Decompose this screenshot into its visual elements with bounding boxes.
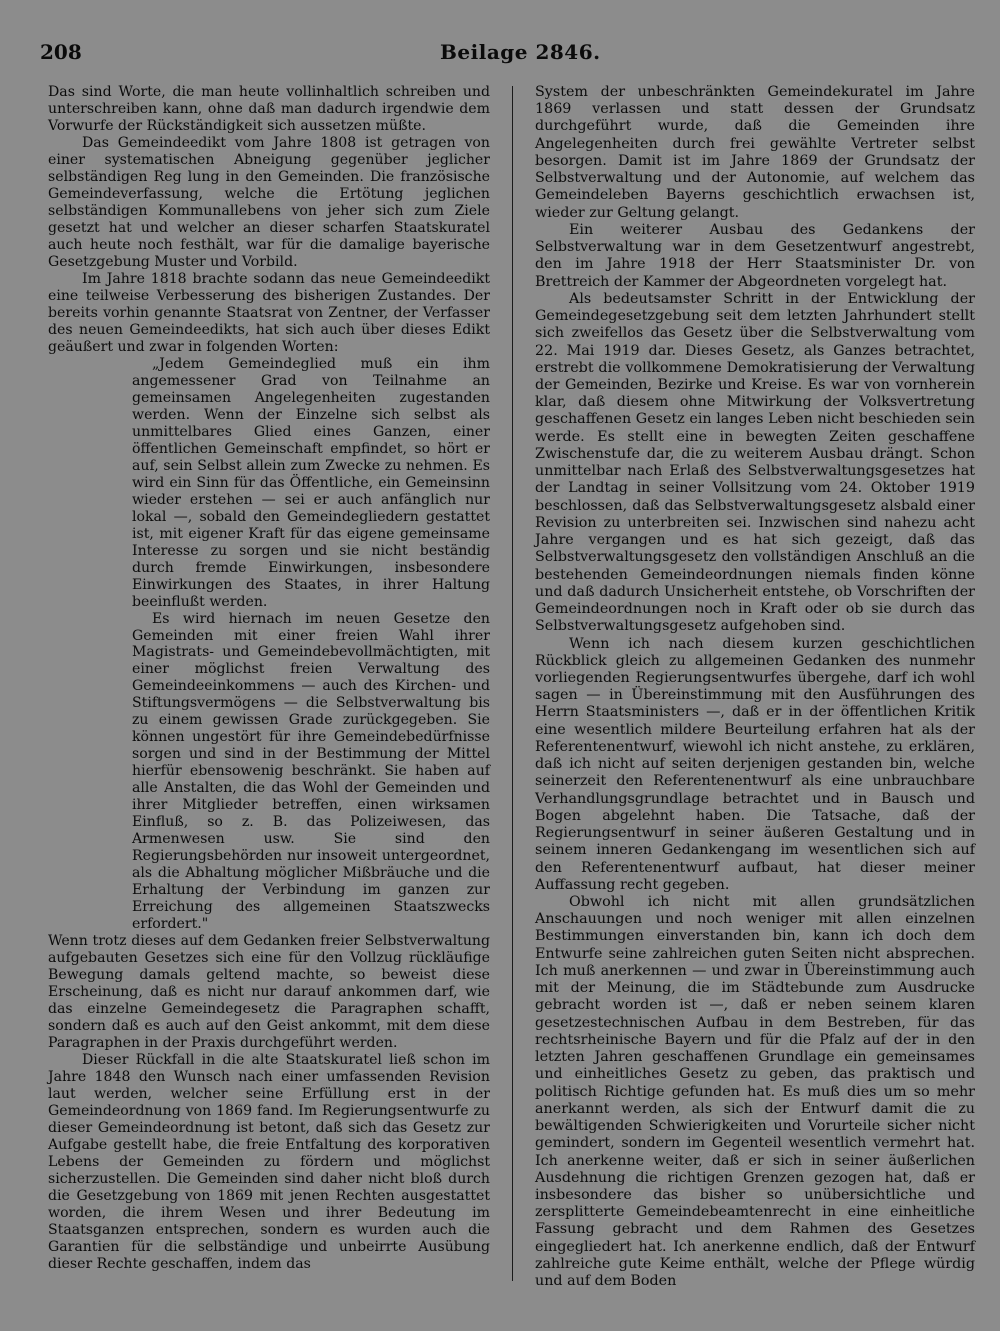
page-header (0, 40, 1000, 70)
paragraph: Das sind Worte, die man heute vollinhaltlich schreiben und unterschreiben kann, ohne daß man dadurch irgendwie dem Vorwurfe der Rückständigkeit sich aussetzen müßte. (48, 84, 490, 134)
paragraph: Im Jahre 1818 brachte sodann das neue Gemeindeedikt eine teilweise Verbesserung des bisherigen Zustandes. Der bereits vorhin genannte Staatsrat von Zentner, der Verfasser des neuen Gemeindeedikts, hat sich auch über dieses Edikt geäußert und zwar in folgenden Worten: (48, 270, 490, 355)
paragraph: Obwohl ich nicht mit allen grundsätzlichen Anschauungen und noch weniger mit allen einzelnen Bestimmungen einverstanden bin, kann ich doch dem Entwurfe seine zahlreichen guten Seiten nicht absprechen. Ich muß anerkennen — und zwar in Übereinstimmung auch mit der Meinung, die im Städtebunde zum Ausdrucke gebracht worden ist —, daß er neben seinem klaren gesetzestechnischen Aufbau in dem Bestreben, für das rechtsrheinische Bayern und für die Pfalz auf der in den letzten Jahren geschaffenen Grundlage ein gemeinsames und einheitliches Gesetz zu geben, das praktisch und politisch Richtige gefunden hat. Es muß dies um so mehr anerkannt werden, als sich der Entwurf damit die zu bewältigenden Schwierigkeiten und Vorurteile sicher nicht gemindert, sondern im Gegenteil wesentlich vermehrt hat. Ich anerkenne weiter, daß er sich in seiner äußerlichen Ausdehnung die richtigen Grenzen gezogen hat, daß er insbesondere das bisher so unübersichtliche und zersplitterte Gemeindebeamtenrecht in eine einheitliche Fassung gebracht und dem Rahmen des Gesetzes eingegliedert hat. Ich anerkenne endlich, daß der Entwurf zahlreiche gute Keime enthält, welche der Pflege würdig und auf dem Boden (535, 894, 975, 1290)
block-quote: Es wird hiernach im neuen Gesetze den Gemeinden mit einer freien Wahl ihrer Magistrats- und Gemeindebevollmächtigten, mit einer möglichst freien Verwaltung des Gemeindeeinkommens — auch des Kirchen- und Stiftungsvermögens — die Selbstverwaltung bis zu einem gewissen Grade zurückgegeben. Sie können ungestört für ihre Gemeindebedürfnisse sorgen und sind in der Bestimmung der Mittel hierfür ebensowenig beschränkt. Sie haben auf alle Anstalten, die das Wohl der Gemeinden und ihrer Mitglieder betreffen, einen wirksamen Einfluß, so z. B. das Polizeiwesen, das Armenwesen usw. Sie sind den Regierungsbehörden nur insoweit untergeordnet, als die Abhaltung möglicher Mißbräuche und die Erhaltung der Verbindung im ganzen zur Erreichung des allgemeinen Staatszwecks erfordert." (132, 610, 490, 933)
page-number: 208 (40, 40, 82, 64)
paragraph: Wenn ich nach diesem kurzen geschichtlichen Rückblick gleich zu allgemeinen Gedanken des nunmehr vorliegenden Regierungsentwurfes übergehe, darf ich wohl sagen — in Übereinstimmung mit den Ausführungen des Herrn Staatsministers —, daß er in der öffentlichen Kritik eine wesentlich mildere Beurteilung erfahren hat als der Referentenentwurf, wiewohl ich nicht anstehe, zu erklären, daß ich nicht auf seiten derjenigen gestanden bin, welche seinerzeit den Referentenentwurf als eine unbrauchbare Verhandlungsgrundlage betrachtet und in Bausch und Bogen abgelehnt haben. Die Tatsache, daß der Regierungsentwurf in seiner äußeren Gestaltung und in seinem inneren Gedankengang im wesentlichen sich auf den Referentenentwurf aufbaut, hat dieser meiner Auffassung recht gegeben. (535, 635, 975, 893)
block-quote: „Jedem Gemeindeglied muß ein ihm angemessener Grad von Teilnahme an gemeinsamen Angelegenheiten zugestanden werden. Wenn der Einzelne sich selbst als unmittelbares Glied eines Ganzen, einer öffentlichen Gemeinschaft empfindet, so hört er auf, sein Selbst allein zum Zwecke zu nehmen. Es wird ein Sinn für das Öffentliche, ein Gemeinsinn wieder erstehen — sei er auch anfänglich nur lokal —, sobald den Gemeindegliedern gestattet ist, mit eigener Kraft für das eigene gemeinsame Interesse zu sorgen und sie nicht beständig durch fremde Einwirkungen, insbesondere Einwirkungen des Staates, in ihrer Haltung beeinflußt werden. (132, 355, 490, 610)
paragraph: Ein weiterer Ausbau des Gedankens der Selbstverwaltung war in dem Gesetzentwurf angestrebt, den im Jahre 1918 der Herr Staatsminister Dr. von Brettreich der Kammer der Abgeordneten vorgelegt hat. (535, 221, 975, 290)
running-title: Beilage 2846. (440, 40, 601, 64)
right-column (535, 84, 975, 1290)
paragraph: Wenn trotz dieses auf dem Gedanken freier Selbstverwaltung aufgebauten Gesetzes sich eine für den Vollzug rückläufige Bewegung damals geltend machte, so beweist diese Erscheinung, daß es nicht nur darauf ankommen darf, wie das einzelne Gemeindegesetz die Paragraphen schafft, sondern daß es auch auf den Geist ankommt, mit dem diese Paragraphen in der Praxis durchgeführt werden. (48, 933, 490, 1052)
left-column (48, 84, 490, 1273)
paragraph: Das Gemeindeedikt vom Jahre 1808 ist getragen von einer systematischen Abneigung gegenüber jeglicher selbständigen Reg lung in den Gemeinden. Die französische Gemeindeverfassung, welche die Ertötung jeglichen selbständigen Kommunallebens von jeher sich zum Ziele gesetzt hat und welcher an dieser scharfen Staatskuratel auch heute noch festhält, war für die damalige bayerische Gesetzgebung Muster und Vorbild. (48, 134, 490, 270)
column-divider (512, 86, 513, 1281)
paragraph: Als bedeutsamster Schritt in der Entwicklung der Gemeindegesetzgebung seit dem letzten Jahrhundert stellt sich zweifellos das Gesetz über die Selbstverwaltung vom 22. Mai 1919 dar. Dieses Gesetz, als Ganzes betrachtet, erstrebt die vollkommene Demokratisierung der Verwaltung der Gemeinden, Bezirke und Kreise. Es war von vornherein klar, daß diesem ohne Mitwirkung der Volksvertretung geschaffenen Gesetz ein langes Leben nicht beschieden sein werde. Es stellt eine in bewegten Zeiten geschaffene Zwischenstufe dar, die zu weiterem Ausbau drängt. Schon unmittelbar nach Erlaß des Selbstverwaltungsgesetzes hat der Landtag in seiner Vollsitzung vom 24. Oktober 1919 beschlossen, daß das Selbstverwaltungsgesetz alsbald einer Revision zu unterbreiten sei. Inzwischen sind nahezu acht Jahre vergangen und es hat sich gezeigt, daß das Selbstverwaltungsgesetz den vollständigen Anschluß an die bestehenden Gemeindeordnungen niemals finden könne und daß dadurch Unsicherheit entstehe, ob Vorschriften der Gemeindeordnungen noch in Kraft oder ob sie durch das Selbstverwaltungsgesetz aufgehoben sind. (535, 290, 975, 635)
paragraph: Dieser Rückfall in die alte Staatskuratel ließ schon im Jahre 1848 den Wunsch nach einer umfassenden Revision laut werden, welcher seine Erfüllung erst in der Gemeindeordnung von 1869 fand. Im Regierungsentwurfe zu dieser Gemeindeordnung ist betont, daß sich das Gesetz zur Aufgabe gestellt habe, die freie Entfaltung des korporativen Lebens der Gemeinden zu fördern und möglichst sicherzustellen. Die Gemeinden sind daher nicht bloß durch die Gesetzgebung von 1869 mit jenen Rechten ausgestattet worden, die ihrem Wesen und ihrer Bedeutung im Staatsganzen entsprechen, sondern es wurden auch die Garantien für die selbständige und unbeirrte Ausübung dieser Rechte geschaffen, indem das (48, 1052, 490, 1272)
paragraph: System der unbeschränkten Gemeindekuratel im Jahre 1869 verlassen und statt dessen der Grundsatz durchgeführt wurde, daß die Gemeinden ihre Angelegenheiten durch frei gewählte Vertreter selbst besorgen. Damit ist im Jahre 1869 der Grundsatz der Selbstverwaltung und der Autonomie, auf welchem das Gemeindeleben Bayerns geschichtlich erwachsen ist, wieder zur Geltung gelangt. (535, 84, 975, 221)
